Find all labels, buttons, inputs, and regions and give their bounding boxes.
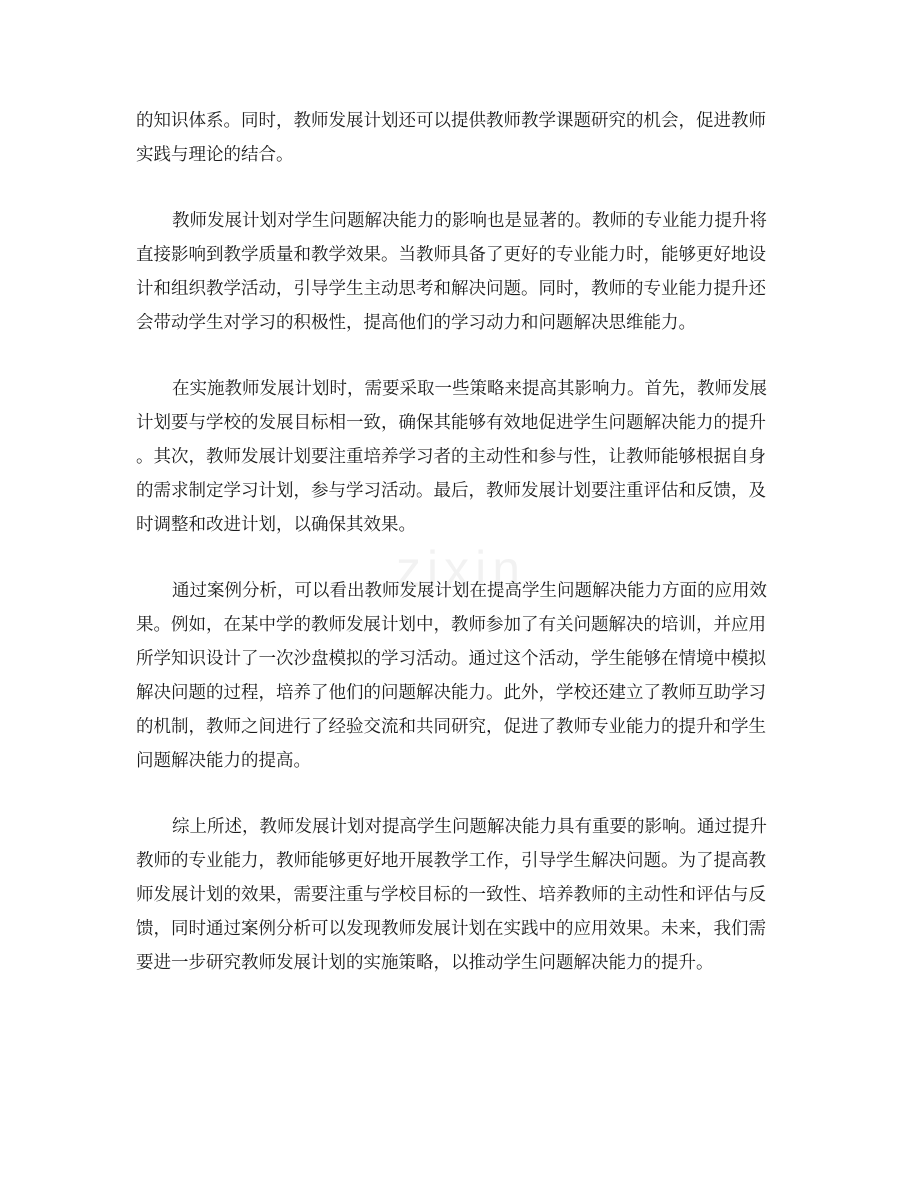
text-line: 直接影响到教学质量和教学效果。当教师具备了更好的专业能力时，能够更好地设 (136, 245, 766, 265)
paragraph (136, 372, 784, 542)
paragraph (136, 574, 784, 778)
text-line: 的知识体系。同时，教师发展计划还可以提供教师教学课题研究的机会，促进教师 (136, 111, 766, 131)
paragraph (136, 104, 784, 172)
text-line: 教师的专业能力，教师能够更好地开展教学工作，引导学生解决问题。为了提高教 (136, 851, 766, 871)
text-line: 要进一步研究教师发展计划的实施策略，以推动学生问题解决能力的提升。 (136, 953, 714, 973)
text-line: 。其次，教师发展计划要注重培养学习者的主动性和参与性，让教师能够根据自身 (136, 447, 766, 467)
text-line: 的机制，教师之间进行了经验交流和共同研究，促进了教师专业能力的提升和学生 (136, 717, 766, 737)
text-line: 所学知识设计了一次沙盘模拟的学习活动。通过这个活动，学生能够在情境中模拟 (136, 649, 766, 669)
text-line: 馈，同时通过案例分析可以发现教师发展计划在实践中的应用效果。未来，我们需 (136, 919, 766, 939)
text-line: 实践与理论的结合。 (136, 145, 294, 165)
paragraph (136, 204, 784, 340)
paragraph-spacer (136, 172, 784, 204)
document-body (136, 104, 784, 980)
text-line: 教师发展计划对学生问题解决能力的影响也是显著的。教师的专业能力提升将 (172, 211, 767, 231)
text-line: 师发展计划的效果，需要注重与学校目标的一致性、培养教师的主动性和评估与反 (136, 885, 766, 905)
text-line: 计划要与学校的发展目标相一致，确保其能够有效地促进学生问题解决能力的提升 (136, 413, 766, 433)
paragraph-spacer (136, 340, 784, 372)
text-line: 综上所述，教师发展计划对提高学生问题解决能力具有重要的影响。通过提升 (172, 817, 767, 837)
text-line: 时调整和改进计划，以确保其效果。 (136, 515, 416, 535)
text-line: 问题解决能力的提高。 (136, 751, 311, 771)
text-line: 会带动学生对学习的积极性，提高他们的学习动力和问题解决思维能力。 (136, 313, 696, 333)
text-line: 计和组织教学活动，引导学生主动思考和解决问题。同时，教师的专业能力提升还 (136, 279, 766, 299)
text-line: 在实施教师发展计划时，需要采取一些策略来提高其影响力。首先，教师发展 (172, 379, 767, 399)
paragraph (136, 810, 784, 980)
text-line: 通过案例分析，可以看出教师发展计划在提高学生问题解决能力方面的应用效 (172, 581, 767, 601)
paragraph-spacer (136, 778, 784, 810)
text-line: 果。例如，在某中学的教师发展计划中，教师参加了有关问题解决的培训，并应用 (136, 615, 766, 635)
watermark: zixin (396, 541, 527, 597)
paragraph-spacer (136, 542, 784, 574)
text-line: 的需求制定学习计划，参与学习活动。最后，教师发展计划要注重评估和反馈，及 (136, 481, 766, 501)
text-line: 解决问题的过程，培养了他们的问题解决能力。此外，学校还建立了教师互助学习 (136, 683, 766, 703)
